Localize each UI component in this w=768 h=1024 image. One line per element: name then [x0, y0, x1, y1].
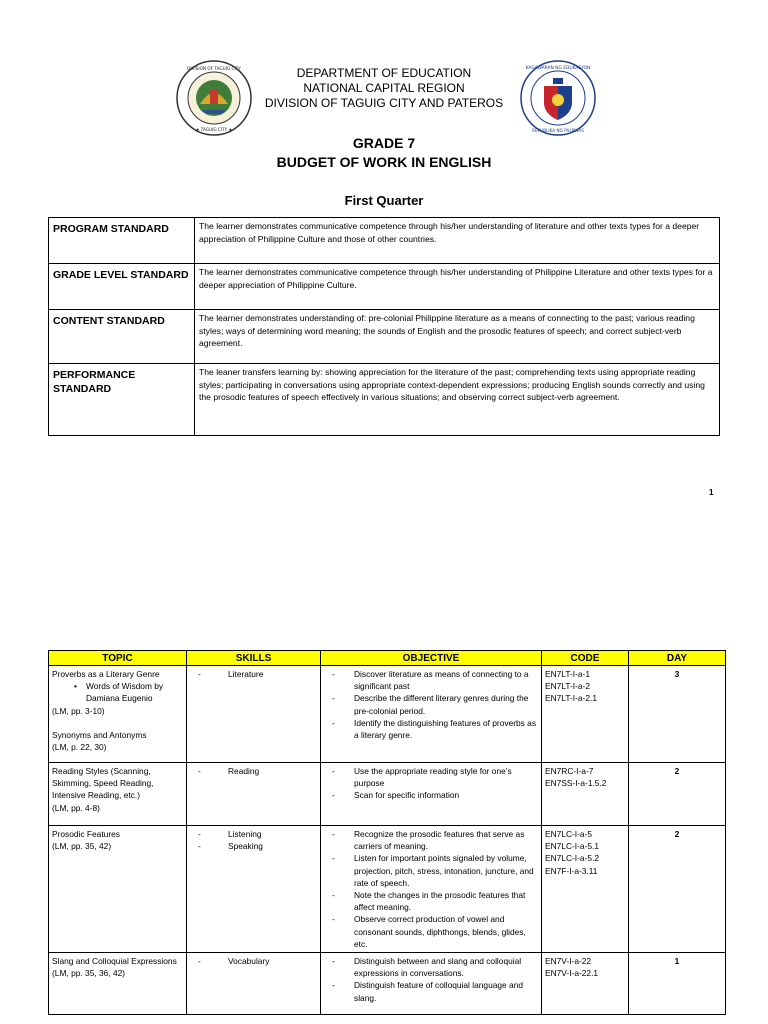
day-cell: 2: [629, 763, 726, 826]
topic-line: Synonyms and Antonyms: [52, 729, 147, 740]
skills-header: SKILLS: [187, 651, 321, 666]
objective-list: [324, 668, 538, 741]
quarter-heading: First Quarter: [344, 193, 424, 208]
objective-cell: [321, 763, 542, 826]
skills-list: [190, 955, 317, 967]
objective-cell: [321, 826, 542, 953]
code-cell: [542, 826, 629, 953]
topic-line: Slang and Colloquial Expressions: [52, 956, 177, 967]
skills-list: [190, 668, 317, 680]
standard-text: The learner demonstrates understanding of: pre-colonial Philippine literature as a means of connecting to the past; various reading styles; ways of determining word meaning; the sounds of English and the prosodic features of speech; and correct subject-verb agreement.: [195, 310, 720, 364]
competency-code: EN7F-I-a-3.11: [545, 865, 598, 876]
topic-reference: (LM, pp. 3-10): [52, 705, 105, 716]
competency-code: EN7LT-I-a-2: [545, 681, 590, 692]
svg-text:★ TAGUIG CITY ★: ★ TAGUIG CITY ★: [195, 127, 233, 132]
objective-list: [324, 955, 538, 1004]
objective-item: - Observe correct production of vowel and consonant sounds, diphthongs, blends, glides, etc.: [324, 913, 538, 950]
standard-row: [49, 218, 720, 264]
objective-item: - Note the changes in the prosodic features that affect meaning.: [324, 889, 538, 913]
skills-cell: [187, 826, 321, 953]
standard-text: The learner demonstrates communicative competence through his/her understanding of literature and other texts types for a deeper appreciation of Philippine Culture and those of other countries.: [195, 218, 720, 264]
code-cell: [542, 763, 629, 826]
objective-item: - Identify the distinguishing features of proverbs as a literary genre.: [324, 717, 538, 741]
competency-code: EN7LT-I-a-2.1: [545, 693, 597, 704]
competency-code: EN7V-I-a-22: [545, 956, 592, 967]
standard-row: [49, 264, 720, 310]
standard-label: CONTENT STANDARD: [49, 310, 195, 364]
budget-of-work-table: [48, 650, 726, 1015]
objective-header: OBJECTIVE: [321, 651, 542, 666]
document-title: BUDGET OF WORK IN ENGLISH: [276, 154, 492, 170]
topic-cell: [49, 666, 187, 763]
topic-cell: [49, 826, 187, 953]
objective-item: - Scan for specific information: [324, 789, 538, 801]
table-row: [49, 763, 726, 826]
topic-line: Reading Styles (Scanning, Skimming, Speed Reading, Intensive Reading, etc.): [52, 766, 154, 801]
competency-code: EN7LC-I-a-5: [545, 829, 593, 839]
skills-cell: [187, 666, 321, 763]
competency-code: EN7SS-I-a-1.5.2: [545, 778, 607, 789]
code-header: CODE: [542, 651, 629, 666]
standard-label: PROGRAM STANDARD: [49, 218, 195, 264]
skills-list: [190, 828, 317, 852]
table-row: [49, 953, 726, 1015]
table-row: [49, 666, 726, 763]
topic-line: (LM, pp. 35, 42): [52, 841, 112, 852]
skill-item: - Reading: [190, 765, 317, 777]
objective-list: [324, 828, 538, 950]
objective-item: - Describe the different literary genres during the pre-colonial period.: [324, 692, 538, 716]
skill-item: - Literature: [190, 668, 317, 680]
topic-line: (LM, p. 22, 30): [52, 742, 107, 753]
skill-item: - Listening: [190, 828, 317, 840]
competency-code: EN7V-I-a-22.1: [545, 968, 599, 979]
skill-item: - Vocabulary: [190, 955, 317, 967]
objective-cell: [321, 953, 542, 1015]
topic-cell: [49, 763, 187, 826]
spacer: [52, 717, 183, 729]
day-cell: 2: [629, 826, 726, 953]
department-name: DEPARTMENT OF EDUCATION: [296, 66, 472, 80]
skills-cell: [187, 953, 321, 1015]
standard-row: [49, 310, 720, 364]
objective-cell: [321, 666, 542, 763]
topic-line: Prosodic Features: [52, 829, 120, 839]
standard-text: The learner demonstrates communicative competence through his/her understanding of Philippine Literature and other texts types for a deeper appreciation of Philippine Culture.: [195, 264, 720, 310]
objective-item: - Distinguish between and slang and colloquial expressions in conversations.: [324, 955, 538, 979]
topic-line: Proverbs as a Literary Genre: [52, 669, 160, 679]
objective-item: - Discover literature as means of connecting to a significant past: [324, 668, 538, 692]
standard-label: PERFORMANCE STANDARD: [49, 364, 195, 436]
header-block: [200, 66, 568, 111]
skills-list: [190, 765, 317, 777]
topic-line: (LM, pp. 4-8): [52, 802, 100, 813]
standards-table: [48, 217, 720, 436]
topic-cell: [49, 953, 187, 1015]
region-name: NATIONAL CAPITAL REGION: [303, 81, 465, 95]
skills-cell: [187, 763, 321, 826]
svg-text:DIVISION OF TAGUIG CITY: DIVISION OF TAGUIG CITY: [187, 66, 241, 71]
day-cell: 3: [629, 666, 726, 763]
objective-item: - Distinguish feature of colloquial language and slang.: [324, 979, 538, 1003]
skill-item: - Speaking: [190, 840, 317, 852]
table-header-row: [49, 651, 726, 666]
topic-header: TOPIC: [49, 651, 187, 666]
objective-item: - Recognize the prosodic features that serve as carriers of meaning.: [324, 828, 538, 852]
topic-bullet: • Words of Wisdom by Damiana Eugenio: [52, 680, 183, 704]
code-cell: [542, 666, 629, 763]
objective-item: - Listen for important points signaled by volume, projection, pitch, stress, intonation, juncture, and rate of speech.: [324, 852, 538, 889]
topic-line: (LM, pp. 35, 36, 42): [52, 968, 126, 979]
page-number: 1: [709, 488, 714, 497]
division-name: DIVISION OF TAGUIG CITY AND PATEROS: [264, 96, 504, 110]
day-cell: 1: [629, 953, 726, 1015]
objective-item: - Use the appropriate reading style for one’s purpose: [324, 765, 538, 789]
competency-code: EN7LC-I-a-5.2: [545, 853, 599, 864]
standard-row: [49, 364, 720, 436]
day-header: DAY: [629, 651, 726, 666]
standard-text: The leaner transfers learning by: showing appreciation for the literature of the past; comprehending texts using appropriate reading styles; participating in conversations using appropriate context-dependent expressions; producing English sounds correctly and using the prosodic features of speech effectively in various situations; and observing correct subject-verb agreement.: [195, 364, 720, 436]
svg-text:REPUBLIKA NG PILIPINAS: REPUBLIKA NG PILIPINAS: [532, 128, 584, 133]
code-cell: [542, 953, 629, 1015]
grade-title: GRADE 7: [352, 135, 416, 151]
standard-label: GRADE LEVEL STANDARD: [49, 264, 195, 310]
objective-list: [324, 765, 538, 802]
competency-code: EN7RC-I-a-7: [545, 766, 594, 776]
competency-code: EN7LT-I-a-1: [545, 669, 590, 679]
svg-text:KAGAWARAN NG EDUKASYON: KAGAWARAN NG EDUKASYON: [525, 66, 591, 71]
table-row: [49, 826, 726, 953]
competency-code: EN7LC-I-a-5.1: [545, 841, 599, 852]
topic-bullet-list: [52, 680, 183, 704]
